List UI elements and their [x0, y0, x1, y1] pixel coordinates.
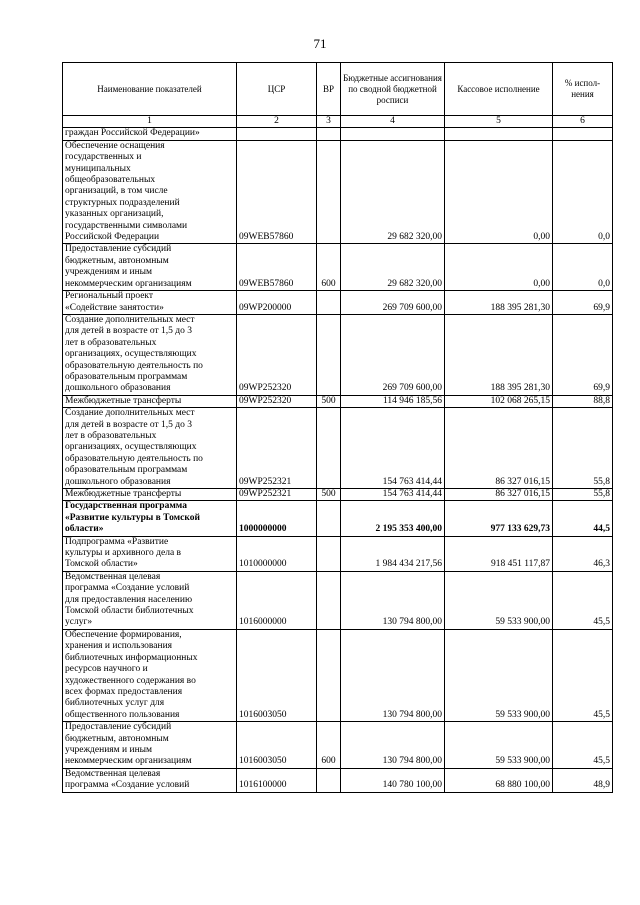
- cell-csr: 1016100000: [237, 768, 317, 792]
- cell-cash: 68 880 100,00: [445, 768, 553, 792]
- header-row: [63, 63, 613, 116]
- cell-pct: 44,5: [553, 501, 613, 536]
- cell-csr: 09WP252321: [237, 408, 317, 489]
- cell-name: Ведомственная целевая программа «Создание условий для предоставления населению Томской области библиотечных услуг»: [63, 571, 237, 629]
- cell-pct: 48,9: [553, 768, 613, 792]
- header-vr: ВР: [317, 63, 341, 116]
- column-number: 5: [445, 116, 553, 128]
- table-row: [63, 629, 613, 721]
- cell-csr: 09WP252321: [237, 489, 317, 501]
- cell-cash: 102 068 265,15: [445, 395, 553, 407]
- column-numbers-row: [63, 116, 613, 128]
- cell-vr: 600: [317, 722, 341, 769]
- table-row: [63, 536, 613, 571]
- cell-csr: 09WEB57860: [237, 140, 317, 244]
- budget-execution-table: [62, 62, 613, 793]
- header-budget: Бюджетные ассигнования по сводной бюджетной росписи: [341, 63, 445, 116]
- cell-budget: 1 984 434 217,56: [341, 536, 445, 571]
- cell-budget: 140 780 100,00: [341, 768, 445, 792]
- cell-pct: 0,0: [553, 244, 613, 291]
- cell-pct: 45,5: [553, 722, 613, 769]
- cell-pct: 45,5: [553, 629, 613, 721]
- column-number: 2: [237, 116, 317, 128]
- column-number: 6: [553, 116, 613, 128]
- column-number: 3: [317, 116, 341, 128]
- cell-name: Подпрограмма «Развитие культуры и архивного дела в Томской области»: [63, 536, 237, 571]
- cell-name: Государственная программа «Развитие культуры в Томской области»: [63, 501, 237, 536]
- table-row: [63, 314, 613, 395]
- cell-budget: 130 794 800,00: [341, 722, 445, 769]
- page-number: 71: [313, 36, 327, 51]
- cell-budget: [341, 128, 445, 140]
- cell-cash: 86 327 016,15: [445, 408, 553, 489]
- table-row: [63, 395, 613, 407]
- cell-csr: 09WP200000: [237, 291, 317, 315]
- cell-budget: 130 794 800,00: [341, 629, 445, 721]
- cell-cash: [445, 128, 553, 140]
- cell-vr: 500: [317, 489, 341, 501]
- cell-csr: 1016000000: [237, 571, 317, 629]
- cell-pct: [553, 128, 613, 140]
- table-row: [63, 128, 613, 140]
- cell-name: Создание дополнительных мест для детей в возрасте от 1,5 до 3 лет в образовательных организациях, осуществляющих образовательную деятельность по образовательным программам дошкольного образования: [63, 408, 237, 489]
- table-row: [63, 722, 613, 769]
- cell-vr: [317, 291, 341, 315]
- cell-cash: 0,00: [445, 140, 553, 244]
- table-row: [63, 244, 613, 291]
- cell-cash: 59 533 900,00: [445, 629, 553, 721]
- cell-name: Ведомственная целевая программа «Создание условий: [63, 768, 237, 792]
- cell-pct: 46,3: [553, 536, 613, 571]
- cell-vr: [317, 140, 341, 244]
- cell-name: Межбюджетные трансферты: [63, 395, 237, 407]
- cell-cash: 0,00: [445, 244, 553, 291]
- cell-cash: 977 133 629,73: [445, 501, 553, 536]
- cell-budget: 29 682 320,00: [341, 140, 445, 244]
- cell-pct: 88,8: [553, 395, 613, 407]
- cell-csr: 1010000000: [237, 536, 317, 571]
- table-row: [63, 140, 613, 244]
- cell-budget: 269 709 600,00: [341, 314, 445, 395]
- cell-name: Предоставление субсидий бюджетным, автономным учреждениям и иным некоммерческим организациям: [63, 722, 237, 769]
- cell-budget: 130 794 800,00: [341, 571, 445, 629]
- table-row: [63, 291, 613, 315]
- header-pct: % испол-нения: [553, 63, 613, 116]
- cell-pct: 0,0: [553, 140, 613, 244]
- cell-cash: 59 533 900,00: [445, 722, 553, 769]
- cell-cash: 59 533 900,00: [445, 571, 553, 629]
- table-row: [63, 408, 613, 489]
- cell-name: граждан Российской Федерации»: [63, 128, 237, 140]
- table-row: [63, 489, 613, 501]
- cell-csr: 09WP252320: [237, 314, 317, 395]
- cell-pct: 69,9: [553, 314, 613, 395]
- cell-vr: 500: [317, 395, 341, 407]
- cell-name: Обеспечение формирования, хранения и использования библиотечных информационных ресурсов научного и художественного содержания во всех формах предоставления библиотечных услуг для общественного пользования: [63, 629, 237, 721]
- header-name: Наименование показателей: [63, 63, 237, 116]
- cell-vr: [317, 768, 341, 792]
- table-row: [63, 501, 613, 536]
- cell-cash: 188 395 281,30: [445, 291, 553, 315]
- cell-vr: [317, 501, 341, 536]
- cell-csr: 1000000000: [237, 501, 317, 536]
- cell-pct: 55,8: [553, 408, 613, 489]
- cell-csr: [237, 128, 317, 140]
- cell-vr: [317, 314, 341, 395]
- cell-budget: 154 763 414,44: [341, 408, 445, 489]
- cell-pct: 45,5: [553, 571, 613, 629]
- cell-name: Межбюджетные трансферты: [63, 489, 237, 501]
- cell-csr: 1016003050: [237, 722, 317, 769]
- cell-vr: [317, 571, 341, 629]
- cell-csr: 1016003050: [237, 629, 317, 721]
- table-row: [63, 768, 613, 792]
- cell-budget: 29 682 320,00: [341, 244, 445, 291]
- header-cash: Кассовое исполнение: [445, 63, 553, 116]
- cell-name: Предоставление субсидий бюджетным, автономным учреждениям и иным некоммерческим организациям: [63, 244, 237, 291]
- cell-pct: 69,9: [553, 291, 613, 315]
- column-number: 1: [63, 116, 237, 128]
- cell-csr: 09WEB57860: [237, 244, 317, 291]
- cell-pct: 55,8: [553, 489, 613, 501]
- column-number: 4: [341, 116, 445, 128]
- cell-vr: 600: [317, 244, 341, 291]
- cell-budget: 269 709 600,00: [341, 291, 445, 315]
- cell-name: Создание дополнительных мест для детей в возрасте от 1,5 до 3 лет в образовательных организациях, осуществляющих образовательную деятельность по образовательным программам дошкольного образования: [63, 314, 237, 395]
- cell-vr: [317, 629, 341, 721]
- cell-budget: 114 946 185,56: [341, 395, 445, 407]
- table-row: [63, 571, 613, 629]
- cell-budget: 2 195 353 400,00: [341, 501, 445, 536]
- cell-cash: 918 451 117,87: [445, 536, 553, 571]
- cell-cash: 188 395 281,30: [445, 314, 553, 395]
- cell-name: Региональный проект «Содействие занятости»: [63, 291, 237, 315]
- cell-budget: 154 763 414,44: [341, 489, 445, 501]
- cell-cash: 86 327 016,15: [445, 489, 553, 501]
- cell-csr: 09WP252320: [237, 395, 317, 407]
- cell-vr: [317, 408, 341, 489]
- cell-vr: [317, 128, 341, 140]
- cell-name: Обеспечение оснащения государственных и муниципальных общеобразовательных организаций, в том числе структурных подразделений указанных организаций, государственными символами Российской Федерации: [63, 140, 237, 244]
- cell-vr: [317, 536, 341, 571]
- header-csr: ЦСР: [237, 63, 317, 116]
